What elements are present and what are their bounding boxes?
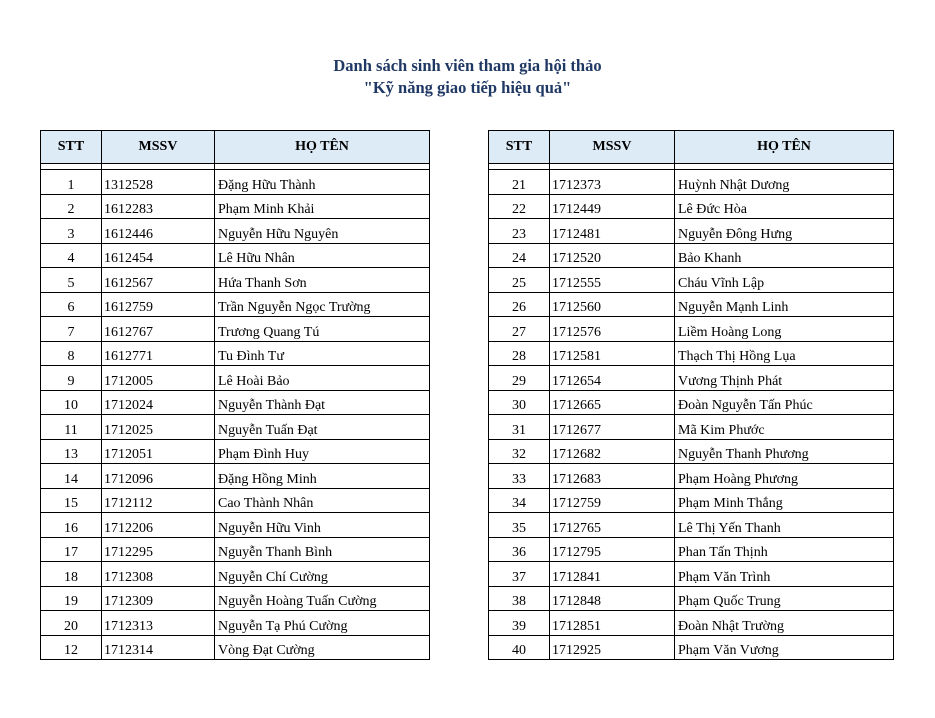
cell-mssv: 1712024	[102, 390, 215, 415]
cell-stt: 39	[489, 611, 550, 636]
table-row	[41, 415, 430, 440]
cell-name: Nguyễn Tạ Phú Cường	[215, 611, 430, 636]
cell-mssv: 1712112	[102, 488, 215, 513]
cell-name: Tu Đình Tư	[215, 341, 430, 366]
student-table-right	[488, 130, 894, 660]
cell-mssv: 1712654	[550, 366, 675, 391]
table-row	[41, 439, 430, 464]
cell-name: Phạm Văn Trình	[675, 562, 894, 587]
table-row	[41, 317, 430, 342]
cell-mssv: 1712449	[550, 194, 675, 219]
cell-name: Phạm Minh Thắng	[675, 488, 894, 513]
cell-stt: 3	[41, 219, 102, 244]
table-row	[41, 562, 430, 587]
cell-mssv: 1712308	[102, 562, 215, 587]
cell-stt: 4	[41, 243, 102, 268]
cell-stt: 5	[41, 268, 102, 293]
cell-name: Lê Đức Hòa	[675, 194, 894, 219]
cell-stt: 34	[489, 488, 550, 513]
cell-mssv: 1712682	[550, 439, 675, 464]
cell-stt: 10	[41, 390, 102, 415]
cell-name: Trần Nguyễn Ngọc Trường	[215, 292, 430, 317]
cell-mssv: 1712851	[550, 611, 675, 636]
cell-name: Phan Tấn Thịnh	[675, 537, 894, 562]
cell-stt: 14	[41, 464, 102, 489]
cell-mssv: 1312528	[102, 170, 215, 195]
cell-name: Cao Thành Nhân	[215, 488, 430, 513]
table-row	[41, 341, 430, 366]
table-row	[41, 537, 430, 562]
cell-name: Mã Kim Phước	[675, 415, 894, 440]
cell-mssv: 1712841	[550, 562, 675, 587]
cell-stt: 8	[41, 341, 102, 366]
table-row	[489, 439, 894, 464]
table-row	[489, 562, 894, 587]
table-row	[489, 317, 894, 342]
cell-mssv: 1712051	[102, 439, 215, 464]
cell-stt: 9	[41, 366, 102, 391]
cell-stt: 21	[489, 170, 550, 195]
table-header-row	[41, 131, 430, 164]
title-line-1: Danh sách sinh viên tham gia hội thảo	[333, 56, 602, 75]
cell-name: Nguyễn Thành Đạt	[215, 390, 430, 415]
cell-stt: 40	[489, 635, 550, 660]
table-row	[489, 194, 894, 219]
header-name: HỌ TÊN	[215, 131, 430, 164]
header-name: HỌ TÊN	[675, 131, 894, 164]
cell-name: Lê Thị Yến Thanh	[675, 513, 894, 538]
cell-stt: 24	[489, 243, 550, 268]
cell-stt: 7	[41, 317, 102, 342]
cell-mssv: 1712295	[102, 537, 215, 562]
table-row	[41, 366, 430, 391]
cell-stt: 18	[41, 562, 102, 587]
table-row	[489, 611, 894, 636]
cell-name: Vòng Đạt Cường	[215, 635, 430, 660]
table-row	[41, 611, 430, 636]
cell-mssv: 1712759	[550, 488, 675, 513]
table-row	[489, 366, 894, 391]
table-row	[489, 219, 894, 244]
cell-name: Phạm Minh Khải	[215, 194, 430, 219]
table-row	[489, 488, 894, 513]
table-row	[489, 341, 894, 366]
cell-name: Đặng Hồng Minh	[215, 464, 430, 489]
table-row	[41, 170, 430, 195]
cell-stt: 1	[41, 170, 102, 195]
cell-stt: 13	[41, 439, 102, 464]
table-row	[489, 513, 894, 538]
cell-mssv: 1712560	[550, 292, 675, 317]
cell-name: Liềm Hoàng Long	[675, 317, 894, 342]
cell-stt: 2	[41, 194, 102, 219]
cell-mssv: 1712555	[550, 268, 675, 293]
table-row	[489, 292, 894, 317]
cell-name: Phạm Quốc Trung	[675, 586, 894, 611]
cell-name: Phạm Văn Vương	[675, 635, 894, 660]
cell-name: Nguyễn Thanh Bình	[215, 537, 430, 562]
cell-stt: 32	[489, 439, 550, 464]
cell-mssv: 1712581	[550, 341, 675, 366]
cell-mssv: 1712848	[550, 586, 675, 611]
cell-mssv: 1612767	[102, 317, 215, 342]
cell-stt: 26	[489, 292, 550, 317]
cell-name: Đoàn Nhật Trường	[675, 611, 894, 636]
cell-name: Bảo Khanh	[675, 243, 894, 268]
student-table-left	[40, 130, 430, 660]
table-row	[489, 170, 894, 195]
cell-mssv: 1612759	[102, 292, 215, 317]
cell-mssv: 1712520	[550, 243, 675, 268]
cell-name: Nguyễn Hữu Vinh	[215, 513, 430, 538]
cell-stt: 29	[489, 366, 550, 391]
table-row	[41, 268, 430, 293]
cell-name: Huỳnh Nhật Dương	[675, 170, 894, 195]
cell-mssv: 1712925	[550, 635, 675, 660]
table-row	[489, 537, 894, 562]
header-mssv: MSSV	[550, 131, 675, 164]
cell-name: Phạm Đình Huy	[215, 439, 430, 464]
cell-mssv: 1712313	[102, 611, 215, 636]
cell-stt: 12	[41, 635, 102, 660]
cell-mssv: 1712665	[550, 390, 675, 415]
cell-name: Nguyễn Tuấn Đạt	[215, 415, 430, 440]
cell-stt: 30	[489, 390, 550, 415]
cell-mssv: 1612283	[102, 194, 215, 219]
cell-name: Cháu Vĩnh Lập	[675, 268, 894, 293]
cell-stt: 20	[41, 611, 102, 636]
cell-mssv: 1712373	[550, 170, 675, 195]
table-row	[41, 292, 430, 317]
cell-stt: 19	[41, 586, 102, 611]
cell-name: Nguyễn Chí Cường	[215, 562, 430, 587]
header-stt: STT	[489, 131, 550, 164]
cell-name: Nguyễn Mạnh Linh	[675, 292, 894, 317]
header-stt: STT	[41, 131, 102, 164]
table-row	[41, 464, 430, 489]
cell-mssv: 1712206	[102, 513, 215, 538]
cell-stt: 22	[489, 194, 550, 219]
cell-mssv: 1712314	[102, 635, 215, 660]
cell-name: Lê Hoài Bảo	[215, 366, 430, 391]
cell-name: Nguyễn Thanh Phương	[675, 439, 894, 464]
cell-mssv: 1712005	[102, 366, 215, 391]
cell-stt: 37	[489, 562, 550, 587]
table-row	[41, 390, 430, 415]
cell-stt: 27	[489, 317, 550, 342]
table-row	[489, 586, 894, 611]
cell-mssv: 1712096	[102, 464, 215, 489]
cell-stt: 11	[41, 415, 102, 440]
cell-stt: 36	[489, 537, 550, 562]
cell-mssv: 1712025	[102, 415, 215, 440]
cell-name: Thạch Thị Hồng Lụa	[675, 341, 894, 366]
cell-stt: 23	[489, 219, 550, 244]
table-row	[41, 488, 430, 513]
cell-name: Đặng Hữu Thành	[215, 170, 430, 195]
cell-mssv: 1712795	[550, 537, 675, 562]
cell-name: Nguyễn Hữu Nguyên	[215, 219, 430, 244]
title-line-2: "Kỹ năng giao tiếp hiệu quả"	[363, 78, 572, 97]
page-title	[0, 55, 935, 99]
cell-mssv: 1712677	[550, 415, 675, 440]
cell-stt: 33	[489, 464, 550, 489]
cell-stt: 15	[41, 488, 102, 513]
table-row	[489, 415, 894, 440]
cell-mssv: 1712576	[550, 317, 675, 342]
cell-mssv: 1712309	[102, 586, 215, 611]
cell-stt: 16	[41, 513, 102, 538]
cell-name: Hứa Thanh Sơn	[215, 268, 430, 293]
cell-stt: 38	[489, 586, 550, 611]
cell-stt: 35	[489, 513, 550, 538]
cell-stt: 31	[489, 415, 550, 440]
cell-mssv: 1612454	[102, 243, 215, 268]
cell-mssv: 1712481	[550, 219, 675, 244]
table-row	[489, 243, 894, 268]
table-header-row	[489, 131, 894, 164]
table-row	[41, 513, 430, 538]
table-row	[489, 464, 894, 489]
table-row	[489, 635, 894, 660]
cell-mssv: 1712765	[550, 513, 675, 538]
cell-name: Nguyễn Đông Hưng	[675, 219, 894, 244]
cell-stt: 17	[41, 537, 102, 562]
cell-name: Phạm Hoàng Phương	[675, 464, 894, 489]
cell-name: Trương Quang Tú	[215, 317, 430, 342]
cell-stt: 28	[489, 341, 550, 366]
cell-stt: 25	[489, 268, 550, 293]
table-row	[41, 219, 430, 244]
cell-mssv: 1612446	[102, 219, 215, 244]
cell-mssv: 1612771	[102, 341, 215, 366]
table-row	[489, 268, 894, 293]
cell-name: Lê Hữu Nhân	[215, 243, 430, 268]
table-row	[41, 243, 430, 268]
header-mssv: MSSV	[102, 131, 215, 164]
table-row	[41, 635, 430, 660]
cell-name: Đoàn Nguyễn Tấn Phúc	[675, 390, 894, 415]
cell-stt: 6	[41, 292, 102, 317]
cell-name: Vương Thịnh Phát	[675, 366, 894, 391]
table-row	[41, 194, 430, 219]
cell-mssv: 1712683	[550, 464, 675, 489]
cell-name: Nguyễn Hoàng Tuấn Cường	[215, 586, 430, 611]
cell-mssv: 1612567	[102, 268, 215, 293]
table-row	[489, 390, 894, 415]
table-row	[41, 586, 430, 611]
